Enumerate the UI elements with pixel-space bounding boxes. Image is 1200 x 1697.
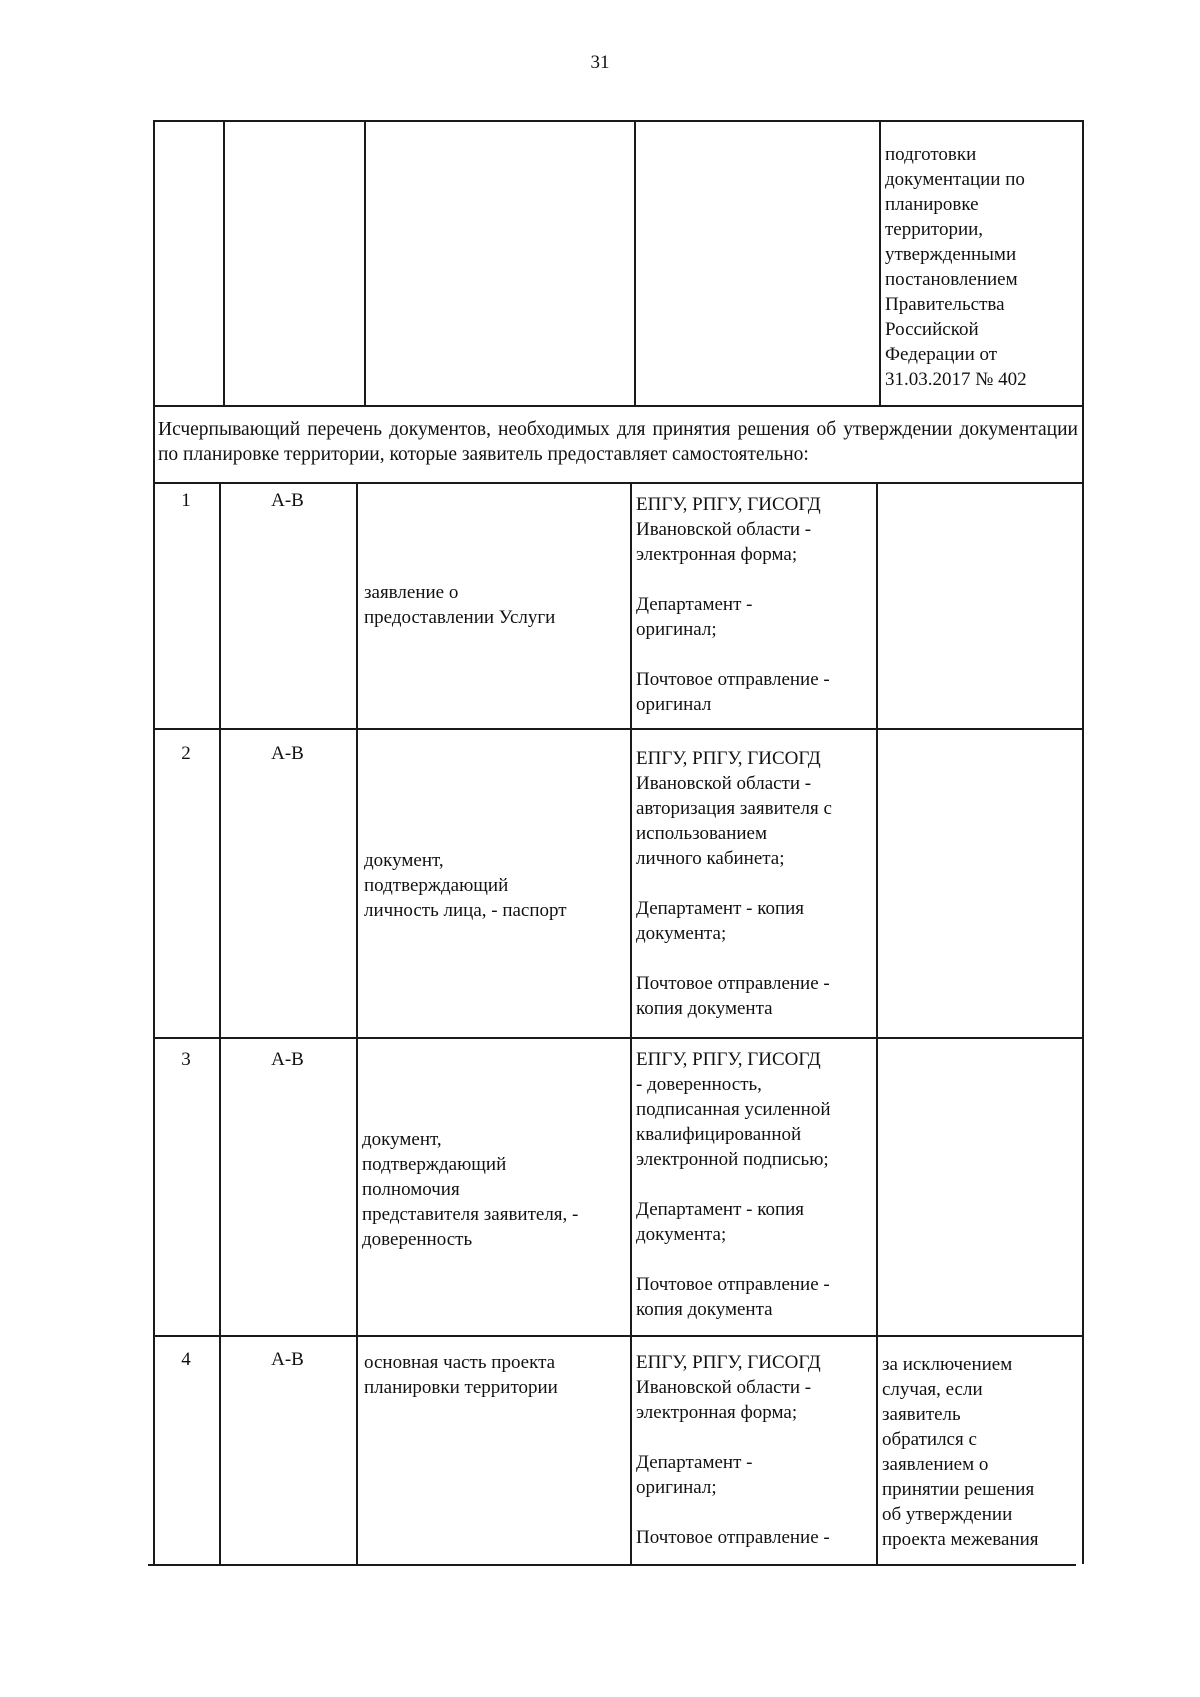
row-number: 4 — [181, 1349, 191, 1370]
row-channels: ЕПГУ, РПГУ, ГИСОГД Ивановской области - электронная форма; Департамент - оригинал; Почтовое отправление - — [636, 1352, 830, 1548]
row-number: 2 — [181, 743, 191, 764]
row-channels: ЕПГУ, РПГУ, ГИСОГД Ивановской области - электронная форма; Департамент - оригинал; Почтовое отправление - оригинал — [636, 494, 830, 715]
top-row-basis-cell: подготовки документации по планировке территории, утвержденными постановлением Правительства Российской Федерации от 31.03.2017 № 402 — [885, 144, 1027, 390]
row-divider — [153, 1335, 1083, 1337]
column-divider — [364, 120, 366, 405]
row-code: А-В — [271, 743, 304, 764]
row-number: 1 — [181, 490, 191, 511]
row-divider — [153, 728, 1083, 730]
column-divider — [356, 482, 358, 1564]
column-divider — [879, 120, 881, 405]
row-channels: ЕПГУ, РПГУ, ГИСОГД Ивановской области - авторизация заявителя с использованием личного кабинета; Департамент - копия документа; Почтовое отправление - копия документа — [636, 748, 832, 1019]
row-code: А-В — [271, 1349, 304, 1370]
row-code: А-В — [271, 490, 304, 511]
column-divider — [876, 482, 878, 1564]
table-border-top — [153, 120, 1083, 122]
row-divider — [153, 405, 1083, 407]
row-divider — [153, 482, 1083, 484]
column-divider — [219, 482, 221, 1564]
column-divider — [634, 120, 636, 405]
row-number: 3 — [181, 1049, 191, 1070]
row-channels: ЕПГУ, РПГУ, ГИСОГД - доверенность, подписанная усиленной квалифицированной электронной подписью; Департамент - копия документа; Почтовое отправление - копия документа — [636, 1049, 831, 1320]
column-divider — [630, 482, 632, 1564]
section-heading: Исчерпывающий перечень документов, необходимых для принятия решения об утверждении документации по планировке территории, которые заявитель предоставляет самостоятельно: — [158, 419, 1078, 465]
row-divider — [153, 1037, 1083, 1039]
row-document: документ, подтверждающий полномочия представителя заявителя, - доверенность — [362, 1129, 579, 1250]
page-number: 31 — [590, 52, 610, 73]
row-document: основная часть проекта планировки территории — [364, 1352, 558, 1398]
row-code: А-В — [271, 1049, 304, 1070]
table-border-right — [1082, 120, 1084, 1564]
row-document: заявление о предоставлении Услуги — [364, 582, 556, 628]
table-border-bottom — [148, 1564, 1076, 1566]
row-document: документ, подтверждающий личность лица, - паспорт — [364, 850, 567, 921]
row-note: за исключением случая, если заявитель обратился с заявлением о принятии решения об утверждении проекта межевания — [882, 1354, 1039, 1550]
column-divider — [223, 120, 225, 405]
